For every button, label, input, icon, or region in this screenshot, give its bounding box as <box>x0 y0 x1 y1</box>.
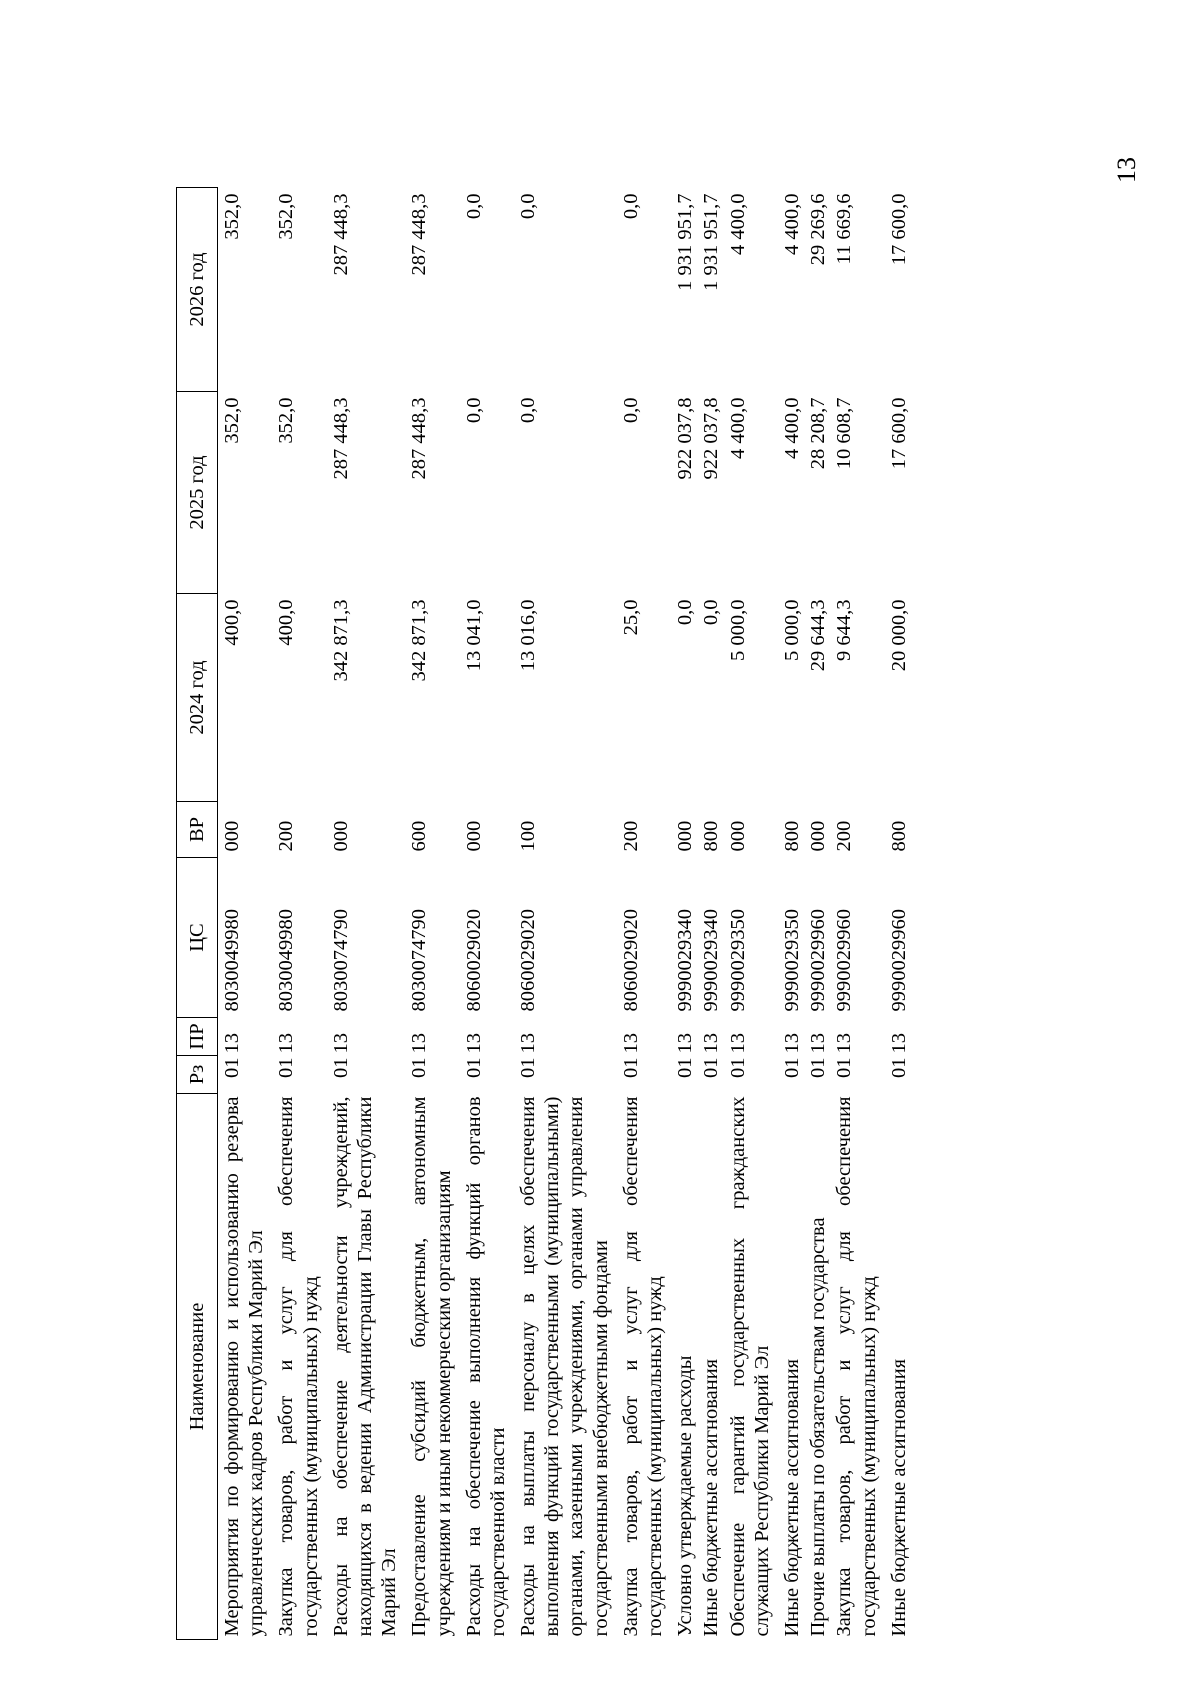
row-pr: 13 <box>726 1033 749 1054</box>
row-name: Предоставление субсидий бюджетным, автономным учреждениям и иным некоммерческим организациям <box>408 1096 455 1637</box>
header-2025: 2025 год <box>177 392 218 594</box>
row-cs: 8060029020 <box>462 909 485 1012</box>
row-name: Закупка товаров, работ и услуг для обеспечения государственных (муниципальных) нужд <box>833 1096 880 1637</box>
row-rz: 01 <box>329 1057 352 1078</box>
table-row <box>804 188 830 1640</box>
row-2025: 352,0 <box>275 397 298 444</box>
row-name: Иные бюджетные ассигнования <box>780 1358 803 1637</box>
row-cs: 8060029020 <box>619 909 642 1012</box>
row-cs: 9990029960 <box>807 909 830 1012</box>
row-rz: 01 <box>619 1057 642 1078</box>
row-vr: 600 <box>408 820 431 852</box>
row-rz: 01 <box>700 1057 723 1078</box>
row-cs: 8030049980 <box>275 909 298 1012</box>
row-name: Иные бюджетные ассигнования <box>700 1358 723 1637</box>
row-rz: 01 <box>807 1057 830 1078</box>
row-vr: 000 <box>462 820 485 852</box>
row-rz: 01 <box>674 1057 697 1078</box>
row-vr: 000 <box>726 820 749 852</box>
row-pr: 13 <box>275 1033 298 1054</box>
row-pr: 13 <box>887 1033 910 1054</box>
row-2024: 13 016,0 <box>517 599 540 672</box>
row-2024: 20 000,0 <box>887 599 910 672</box>
row-2024: 5 000,0 <box>780 599 803 661</box>
table-row <box>671 188 697 1640</box>
row-2026: 1 931 951,7 <box>700 193 723 291</box>
row-2026: 4 400,0 <box>726 193 749 255</box>
row-cs: 9990029960 <box>833 909 856 1012</box>
row-vr: 100 <box>517 820 540 852</box>
row-cs: 9990029960 <box>887 909 910 1012</box>
row-vr: 800 <box>700 820 723 852</box>
table-row <box>272 188 326 1640</box>
row-2026: 287 448,3 <box>408 193 431 276</box>
table-row <box>218 188 273 1640</box>
budget-table <box>176 187 915 1640</box>
row-cs: 8060029020 <box>517 909 540 1012</box>
page-number-text: 13 <box>1112 157 1141 183</box>
row-cs: 9990029340 <box>700 909 723 1012</box>
row-pr: 13 <box>329 1033 352 1054</box>
row-2026: 11 669,6 <box>833 193 856 265</box>
row-name: Условно утверждаемые расходы <box>674 1355 697 1637</box>
row-pr: 13 <box>221 1033 243 1054</box>
row-name: Прочие выплаты по обязательствам государства <box>807 1217 830 1637</box>
row-2026: 17 600,0 <box>887 193 910 266</box>
row-rz: 01 <box>887 1057 910 1078</box>
row-vr: 800 <box>887 820 910 852</box>
row-rz: 01 <box>833 1057 856 1078</box>
row-2025: 0,0 <box>462 397 485 424</box>
row-2026: 29 269,6 <box>807 193 830 266</box>
table-row <box>724 188 778 1640</box>
row-2026: 0,0 <box>462 193 485 220</box>
row-pr: 13 <box>807 1033 830 1054</box>
row-2026: 0,0 <box>517 193 540 220</box>
row-vr: 200 <box>833 820 856 852</box>
row-vr: 000 <box>674 820 697 852</box>
row-2024: 13 041,0 <box>462 599 485 672</box>
row-name: Закупка товаров, работ и услуг для обеспечения государственных (муниципальных) нужд <box>275 1096 322 1637</box>
row-cs: 8030074790 <box>329 909 352 1012</box>
row-cs: 9990029340 <box>674 909 697 1012</box>
row-vr: 000 <box>807 820 830 852</box>
row-2026: 287 448,3 <box>329 193 352 276</box>
row-pr: 13 <box>619 1033 642 1054</box>
row-2025: 17 600,0 <box>887 397 910 470</box>
row-2025: 0,0 <box>517 397 540 424</box>
row-pr: 13 <box>700 1033 723 1054</box>
header-vr: ВР <box>177 802 218 858</box>
row-2025: 287 448,3 <box>329 397 352 480</box>
row-rz: 01 <box>221 1057 243 1078</box>
row-2024: 342 871,3 <box>329 599 352 682</box>
header-name: Наименование <box>177 1094 218 1640</box>
row-pr: 13 <box>408 1033 431 1054</box>
row-2025: 922 037,8 <box>700 397 723 480</box>
row-2025: 28 208,7 <box>807 397 830 470</box>
row-2026: 0,0 <box>619 193 642 220</box>
table-row <box>697 188 723 1640</box>
table-row <box>514 188 617 1640</box>
table-row <box>617 188 671 1640</box>
header-cs: ЦС <box>177 858 218 1018</box>
table-row <box>405 188 459 1640</box>
row-rz: 01 <box>517 1057 540 1078</box>
row-cs: 8030074790 <box>408 909 431 1012</box>
row-pr: 13 <box>674 1033 697 1054</box>
table-row <box>460 188 514 1640</box>
row-2025: 4 400,0 <box>726 397 749 459</box>
row-name: Мероприятия по формированию и использованию резерва управленческих кадров Республики Марий Эл <box>221 1096 268 1637</box>
page-number <box>1112 150 1142 190</box>
row-name: Иные бюджетные ассигнования <box>887 1358 910 1637</box>
row-name: Расходы на обеспечение деятельности учреждений, находящихся в ведении Администрации Главы Республики Марий Эл <box>329 1096 401 1637</box>
header-rz: Рз <box>177 1056 218 1094</box>
row-2025: 10 608,7 <box>833 397 856 470</box>
row-pr: 13 <box>780 1033 803 1054</box>
row-2025: 0,0 <box>619 397 642 424</box>
row-name: Расходы на обеспечение выполнения функций органов государственной власти <box>462 1096 509 1637</box>
row-name: Закупка товаров, работ и услуг для обеспечения государственных (муниципальных) нужд <box>619 1096 666 1637</box>
row-name: Расходы на выплаты персоналу в целях обеспечения выполнения функций государственными (муниципальными) органами, казенными учреждениями, органами управления государственными внебюджетными фондами <box>517 1096 612 1637</box>
row-2024: 342 871,3 <box>408 599 431 682</box>
row-2024: 5 000,0 <box>726 599 749 661</box>
row-pr: 13 <box>517 1033 540 1054</box>
row-rz: 01 <box>408 1057 431 1078</box>
row-pr: 13 <box>462 1033 485 1054</box>
row-2026: 4 400,0 <box>780 193 803 255</box>
table-row <box>830 188 884 1640</box>
row-2026: 352,0 <box>275 193 298 240</box>
row-2025: 4 400,0 <box>780 397 803 459</box>
row-rz: 01 <box>726 1057 749 1078</box>
row-vr: 200 <box>619 820 642 852</box>
row-vr: 000 <box>221 820 243 852</box>
header-2024: 2024 год <box>177 594 218 802</box>
row-2024: 29 644,3 <box>807 599 830 672</box>
row-rz: 01 <box>275 1057 298 1078</box>
rotated-table-container <box>176 188 1078 1640</box>
row-2024: 9 644,3 <box>833 599 856 661</box>
row-rz: 01 <box>462 1057 485 1078</box>
row-2026: 352,0 <box>221 193 243 240</box>
row-2024: 25,0 <box>619 599 642 636</box>
row-2025: 922 037,8 <box>674 397 697 480</box>
row-cs: 9990029350 <box>726 909 749 1012</box>
row-2024: 0,0 <box>674 599 697 626</box>
table-row <box>885 188 915 1640</box>
table-row <box>327 188 406 1640</box>
row-rz: 01 <box>780 1057 803 1078</box>
row-2024: 400,0 <box>221 599 243 646</box>
row-vr: 800 <box>780 820 803 852</box>
table-row <box>778 188 804 1640</box>
row-2024: 0,0 <box>700 599 723 626</box>
row-name: Обеспечение гарантий государственных гражданских служащих Республики Марий Эл <box>726 1096 773 1637</box>
row-cs: 9990029350 <box>780 909 803 1012</box>
row-vr: 000 <box>329 820 352 852</box>
header-2026: 2026 год <box>177 188 218 392</box>
row-2025: 287 448,3 <box>408 397 431 480</box>
row-vr: 200 <box>275 820 298 852</box>
row-cs: 8030049980 <box>221 909 243 1012</box>
header-pr: ПР <box>177 1018 218 1056</box>
row-2025: 352,0 <box>221 397 243 444</box>
row-2026: 1 931 951,7 <box>674 193 697 291</box>
table-header-row <box>177 188 218 1640</box>
row-2024: 400,0 <box>275 599 298 646</box>
row-pr: 13 <box>833 1033 856 1054</box>
